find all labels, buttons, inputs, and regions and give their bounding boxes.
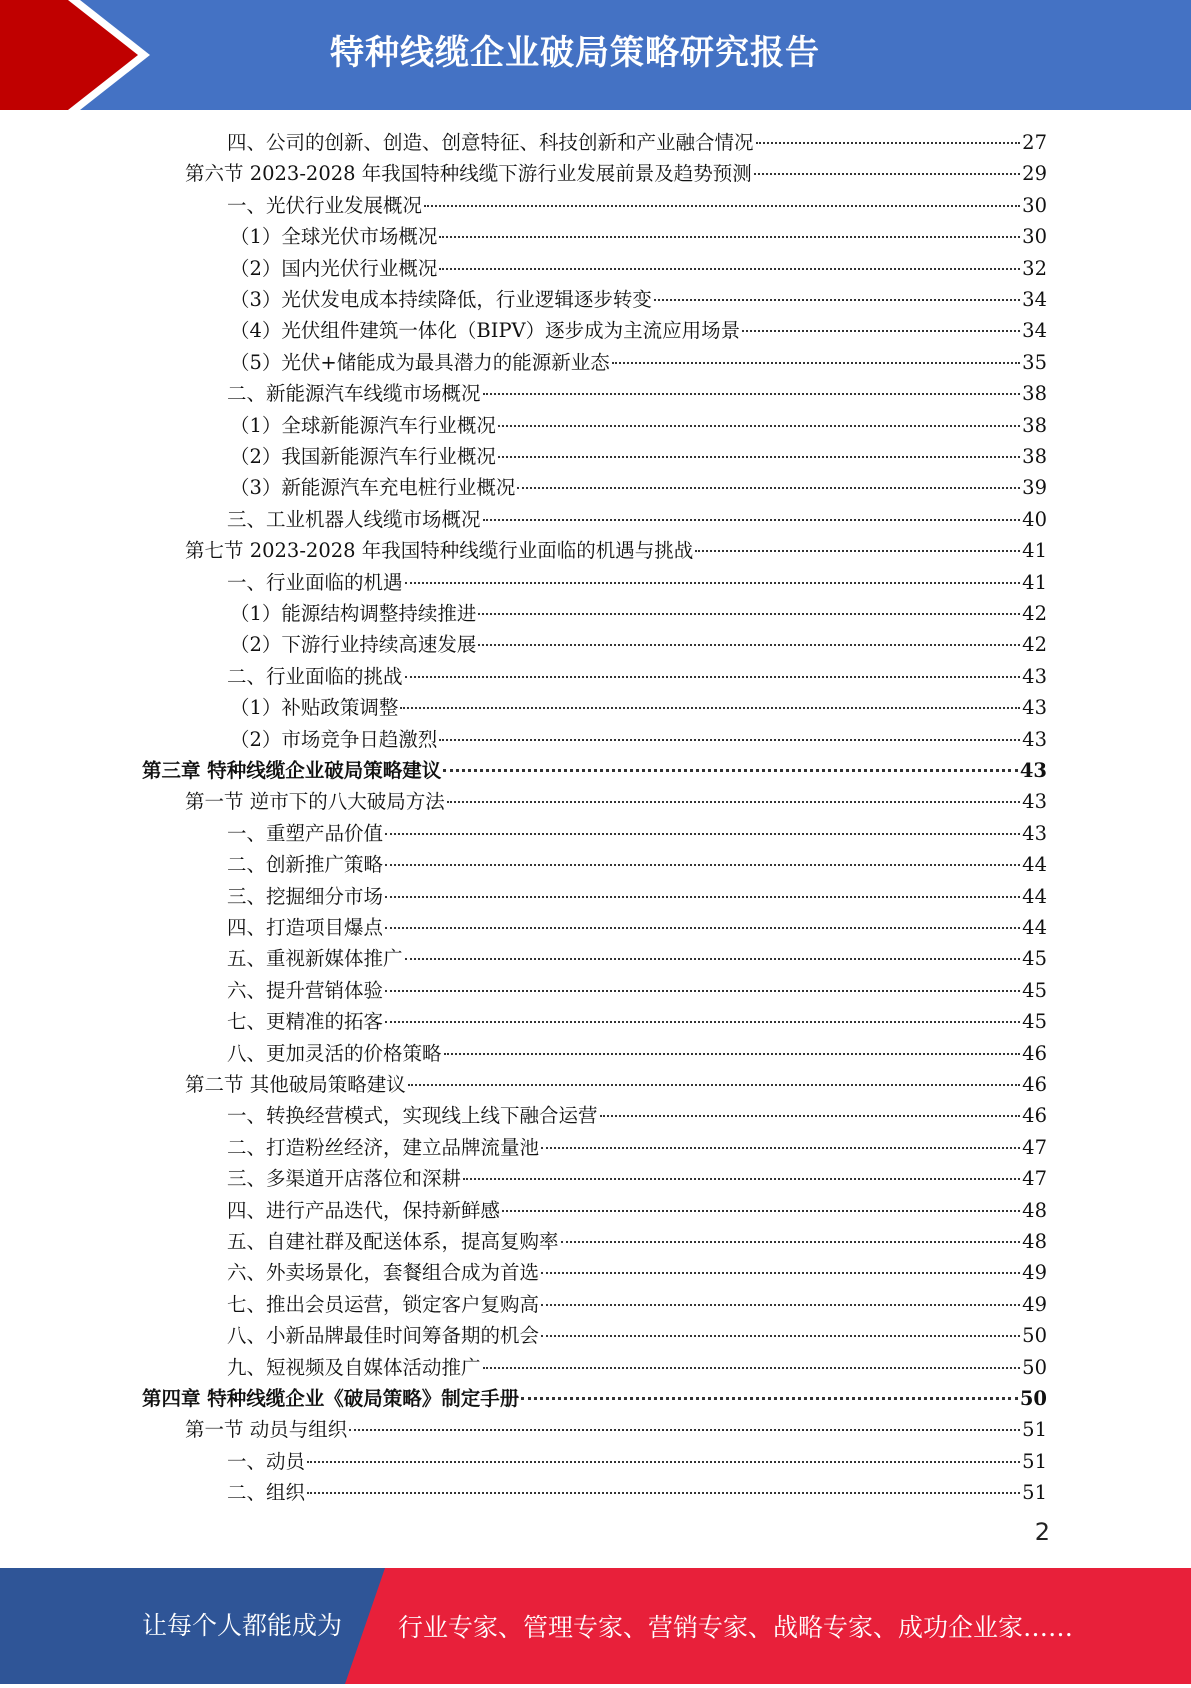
toc-entry[interactable]: [227, 190, 1047, 221]
toc-entry-title: 七、更精准的拓客: [227, 1010, 384, 1034]
toc-entry-title: 六、外卖场景化，套餐组合成为首选: [227, 1261, 540, 1285]
toc-entry-title: （3）光伏发电成本持续降低，行业逻辑逐步转变: [230, 288, 652, 311]
toc-entry[interactable]: [230, 472, 1047, 503]
toc-entry[interactable]: [227, 1257, 1047, 1288]
toc-dot-leader: [385, 990, 1020, 992]
toc-entry-page: 49: [1022, 1292, 1047, 1316]
page-number: 2: [1034, 1518, 1050, 1546]
toc-entry-page: 39: [1022, 476, 1047, 500]
toc-dot-leader: [424, 205, 1020, 207]
toc-entry-title: 四、进行产品迭代，保持新鲜感: [227, 1198, 501, 1222]
toc-entry-title: （3）新能源汽车充电桩行业概况: [230, 476, 516, 500]
toc-entry-title: 二、创新推广策略: [227, 853, 384, 877]
toc-entry[interactable]: [227, 881, 1047, 912]
toc-dot-leader: [541, 1272, 1020, 1274]
toc-entry[interactable]: [230, 221, 1047, 252]
toc-entry-title: 一、动员: [227, 1449, 306, 1473]
toc-dot-leader: [541, 1335, 1020, 1337]
toc-entry-page: 49: [1022, 1261, 1047, 1285]
toc-dot-leader: [541, 1304, 1020, 1306]
toc-entry[interactable]: [227, 661, 1047, 692]
toc-dot-leader: [463, 1178, 1020, 1180]
toc-dot-leader: [439, 739, 1020, 741]
toc-entry[interactable]: [230, 692, 1047, 723]
toc-dot-leader: [498, 456, 1020, 458]
toc-entry[interactable]: [185, 1414, 1047, 1445]
toc-dot-leader: [307, 1492, 1020, 1494]
toc-entry-page: 47: [1022, 1135, 1047, 1159]
toc-dot-leader: [478, 613, 1020, 615]
toc-entry-page: 34: [1022, 319, 1047, 343]
toc-entry-title: （2）市场竞争日趋激烈: [230, 727, 438, 751]
toc-entry[interactable]: [227, 975, 1047, 1006]
toc-dot-leader: [405, 958, 1021, 960]
toc-entry-page: 34: [1022, 288, 1047, 311]
toc-entry-title: 六、提升营销体验: [227, 978, 384, 1002]
toc-entry[interactable]: [142, 755, 1047, 786]
toc-dot-leader: [400, 707, 1020, 709]
toc-entry-page: 48: [1022, 1198, 1047, 1222]
toc-entry-page: 40: [1022, 507, 1047, 531]
toc-entry-title: 第一节 动员与组织: [185, 1418, 348, 1442]
toc-entry[interactable]: [185, 158, 1047, 189]
footer-slogan-left: 让每个人都能成为: [142, 1611, 343, 1640]
toc-entry-title: 一、光伏行业发展概况: [227, 193, 423, 217]
toc-entry-page: 29: [1022, 162, 1047, 186]
toc-entry-page: 48: [1022, 1230, 1047, 1253]
toc-entry-title: （1）全球新能源汽车行业概况: [230, 413, 496, 437]
toc-entry-title: 七、推出会员运营，锁定客户复购高: [227, 1292, 540, 1316]
toc-entry[interactable]: [227, 1289, 1047, 1320]
toc-dot-leader: [408, 1084, 1020, 1086]
header-red-chevron: [0, 0, 140, 110]
toc-entry-page: 38: [1022, 445, 1047, 468]
toc-entry-title: 四、公司的创新、创造、创意特征、科技创新和产业融合情况: [227, 131, 754, 154]
toc-entry-page: 30: [1022, 193, 1047, 217]
toc-entry-title: 三、多渠道开店落位和深耕: [227, 1167, 462, 1191]
toc-entry-page: 44: [1022, 884, 1047, 908]
toc-entry[interactable]: [227, 567, 1047, 598]
page-header: [0, 0, 1191, 110]
toc-entry[interactable]: [227, 1006, 1047, 1037]
toc-entry-title: 二、打造粉丝经济，建立品牌流量池: [227, 1135, 540, 1159]
toc-entry-title: （1）全球光伏市场概况: [230, 225, 438, 249]
toc-entry[interactable]: [185, 1069, 1047, 1100]
toc-entry-page: 41: [1022, 570, 1047, 594]
toc-entry-page: 41: [1022, 539, 1047, 563]
toc-dot-leader: [439, 268, 1020, 270]
toc-dot-leader: [695, 550, 1020, 552]
toc-entry-page: 27: [1022, 131, 1047, 154]
toc-entry-page: 43: [1022, 696, 1047, 720]
toc-entry[interactable]: [230, 410, 1047, 441]
toc-entry[interactable]: [227, 912, 1047, 943]
toc-entry[interactable]: [227, 1477, 1047, 1508]
toc-entry-page: 32: [1022, 256, 1047, 280]
toc-entry[interactable]: [227, 1226, 1047, 1257]
toc-entry-title: 三、工业机器人线缆市场概况: [227, 507, 481, 531]
toc-entry-page: 44: [1022, 853, 1047, 877]
toc-dot-leader: [385, 927, 1020, 929]
toc-entry-title: 四、打造项目爆点: [227, 916, 384, 939]
toc-dot-leader: [447, 801, 1020, 803]
toc-entry[interactable]: [227, 1100, 1047, 1131]
toc-entry-title: （4）光伏组件建筑一体化（BIPV）逐步成为主流应用场景: [230, 319, 741, 343]
toc-entry-title: 第七节 2023-2028 年我国特种线缆行业面临的机遇与挑战: [185, 539, 694, 563]
toc-dot-leader: [654, 299, 1020, 301]
toc-entry-page: 38: [1022, 413, 1047, 437]
toc-entry-title: 第一节 逆市下的八大破局方法: [185, 790, 445, 814]
toc-entry-page: 50: [1022, 1324, 1047, 1348]
toc-dot-leader: [443, 769, 1018, 772]
toc-entry[interactable]: [227, 504, 1047, 535]
toc-dot-leader: [600, 1115, 1021, 1117]
toc-entry[interactable]: [227, 849, 1047, 880]
toc-dot-leader: [405, 676, 1021, 678]
toc-entry-page: 43: [1022, 790, 1047, 814]
toc-entry-page: 44: [1022, 916, 1047, 939]
toc-entry[interactable]: [227, 1132, 1047, 1163]
toc-entry-title: （5）光伏+储能成为最具潜力的能源新业态: [230, 350, 610, 374]
toc-entry-title: 八、更加灵活的价格策略: [227, 1041, 442, 1065]
toc-entry-page: 42: [1022, 602, 1047, 625]
toc-entry-page: 38: [1022, 382, 1047, 406]
toc-entry-title: （2）我国新能源汽车行业概况: [230, 445, 496, 468]
toc-entry[interactable]: [230, 253, 1047, 284]
toc-entry-page: 45: [1022, 947, 1047, 971]
toc-entry[interactable]: [227, 1352, 1047, 1383]
toc-dot-leader: [517, 487, 1020, 489]
toc-entry-page: 46: [1022, 1041, 1047, 1065]
toc-dot-leader: [756, 142, 1021, 144]
toc-entry-page: 47: [1022, 1167, 1047, 1191]
toc-entry-title: 一、转换经营模式，实现线上线下融合运营: [227, 1104, 598, 1128]
toc-entry[interactable]: [185, 535, 1047, 566]
toc-entry-page: 51: [1022, 1449, 1047, 1473]
toc-entry-page: 43: [1022, 727, 1047, 751]
toc-entry[interactable]: [227, 1195, 1047, 1226]
toc-entry-title: 五、自建社群及配送体系，提高复购率: [227, 1230, 559, 1253]
toc-dot-leader: [754, 173, 1020, 175]
toc-entry[interactable]: [227, 1038, 1047, 1069]
toc-entry-title: 二、行业面临的挑战: [227, 664, 403, 688]
toc-entry[interactable]: [185, 786, 1047, 817]
toc-entry-title: 二、组织: [227, 1481, 306, 1505]
toc-entry[interactable]: [227, 378, 1047, 409]
toc-entry-page: 51: [1022, 1481, 1047, 1505]
toc-dot-leader: [385, 896, 1020, 898]
toc-dot-leader: [385, 864, 1020, 866]
toc-dot-leader: [541, 1147, 1020, 1149]
toc-entry-title: （1）补贴政策调整: [230, 696, 399, 720]
toc-entry-page: 50: [1022, 1355, 1047, 1379]
toc-dot-leader: [742, 330, 1020, 332]
toc-dot-leader: [483, 393, 1021, 395]
toc-entry-title: 一、行业面临的机遇: [227, 570, 403, 594]
toc-entry[interactable]: [230, 598, 1047, 629]
toc-entry-page: 43: [1019, 759, 1047, 782]
toc-dot-leader: [349, 1429, 1020, 1431]
toc-entry-title: 一、重塑产品价值: [227, 821, 384, 845]
toc-entry-page: 43: [1022, 821, 1047, 845]
toc-dot-leader: [483, 519, 1021, 521]
toc-dot-leader: [498, 425, 1020, 427]
toc-dot-leader: [444, 1053, 1021, 1055]
toc-entry-page: 45: [1022, 1010, 1047, 1034]
toc-entry[interactable]: [230, 315, 1047, 346]
footer-slogan-right: 行业专家、管理专家、营销专家、战略专家、成功企业家……: [398, 1613, 1074, 1642]
toc-entry[interactable]: [227, 1320, 1047, 1351]
toc-entry-page: 45: [1022, 978, 1047, 1002]
toc-entry-title: 三、挖掘细分市场: [227, 884, 384, 908]
toc-entry[interactable]: [230, 441, 1047, 472]
toc-dot-leader: [612, 362, 1020, 364]
toc-entry[interactable]: [227, 1163, 1047, 1194]
toc-entry-title: 九、短视频及自媒体活动推广: [227, 1355, 481, 1379]
toc-entry[interactable]: [230, 629, 1047, 660]
toc-entry-title: （1）能源结构调整持续推进: [230, 602, 477, 625]
toc-dot-leader: [385, 833, 1020, 835]
report-title: 特种线缆企业破局策略研究报告: [330, 33, 820, 73]
toc-dot-leader: [483, 1367, 1021, 1369]
toc-entry-page: 50: [1019, 1387, 1047, 1410]
toc-entry-title: 二、新能源汽车线缆市场概况: [227, 382, 481, 406]
toc-dot-leader: [439, 236, 1020, 238]
toc-dot-leader: [478, 644, 1020, 646]
toc-dot-leader: [385, 1021, 1020, 1023]
toc-entry-title: 第二节 其他破局策略建议: [185, 1073, 406, 1096]
toc-entry-page: 30: [1022, 225, 1047, 249]
toc-entry-page: 43: [1022, 664, 1047, 688]
toc-entry-title: 第三章 特种线缆企业破局策略建议: [142, 759, 442, 782]
toc-entry-title: （2）国内光伏行业概况: [230, 256, 438, 280]
toc-entry-page: 46: [1022, 1104, 1047, 1128]
toc-entry-title: 五、重视新媒体推广: [227, 947, 403, 971]
toc-dot-leader: [405, 582, 1021, 584]
toc-dot-leader: [521, 1397, 1018, 1400]
toc-entry[interactable]: [227, 1446, 1047, 1477]
toc-entry-title: 第六节 2023-2028 年我国特种线缆下游行业发展前景及趋势预测: [185, 162, 752, 186]
toc-entry[interactable]: [230, 724, 1047, 755]
toc-entry-page: 35: [1022, 350, 1047, 374]
toc-entry[interactable]: [227, 818, 1047, 849]
page-footer: [0, 1568, 1191, 1684]
toc-dot-leader: [502, 1210, 1020, 1212]
toc-entry[interactable]: [227, 127, 1047, 158]
toc-entry[interactable]: [230, 347, 1047, 378]
toc-entry-title: 八、小新品牌最佳时间筹备期的机会: [227, 1324, 540, 1348]
toc-entry-page: 42: [1022, 633, 1047, 657]
toc-entry[interactable]: [142, 1383, 1047, 1414]
toc-entry[interactable]: [230, 284, 1047, 315]
toc-entry[interactable]: [227, 943, 1047, 974]
toc-entry-title: （2）下游行业持续高速发展: [230, 633, 477, 657]
toc-entry-page: 46: [1022, 1073, 1047, 1096]
toc-entry-title: 第四章 特种线缆企业《破局策略》制定手册: [142, 1387, 520, 1410]
toc-dot-leader: [307, 1461, 1020, 1463]
toc-entry-page: 51: [1022, 1418, 1047, 1442]
toc-dot-leader: [561, 1241, 1021, 1243]
